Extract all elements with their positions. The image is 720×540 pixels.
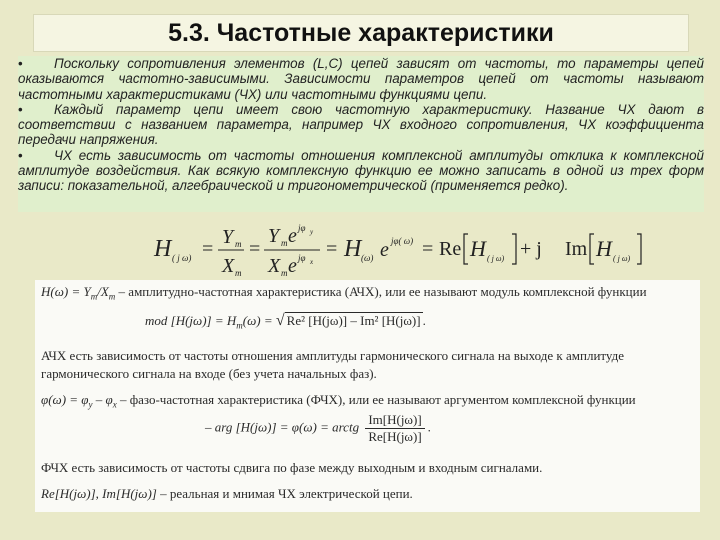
formula-x-hat: X (222, 255, 235, 277)
pfc-description: ФЧХ есть зависимость от частоты сдвига по фазе между выходным и входным сигналами. (41, 460, 543, 475)
formula-re: Re (439, 238, 462, 260)
bullet-paragraph-1 (18, 56, 704, 102)
mod-lhs: mod [H(jω)] = H (145, 313, 237, 328)
re-im-line (41, 486, 696, 502)
formula-eq-4: = (422, 238, 434, 260)
arg-dot: . (427, 419, 431, 435)
formula-eq-1: = (202, 238, 214, 260)
argument-formula (205, 412, 431, 445)
mod-sub: m (236, 320, 243, 331)
formula-exp-x-sub: x (310, 258, 314, 266)
bullet-marker: • (18, 56, 23, 71)
bullet-text: Каждый параметр цепи имеет свою частотную характеристику. Название ЧХ дают в соответствии с названием параметра, например ЧХ входного сопротивления, ЧХ коэффициента передачи напряжения. (18, 101, 704, 148)
pfc-lhs: φ(ω) = φ (41, 392, 89, 407)
formula-eq-2: = (249, 238, 261, 260)
transfer-function-formula-tail (565, 220, 705, 280)
formula-plus-j: + j (520, 238, 542, 260)
pfc-sub2: x (112, 399, 117, 410)
afc-text: – амплитудно-частотная характеристика (АЧХ), или ее называют модуль комплексной функции (118, 284, 647, 299)
formula-h-im: H (596, 236, 612, 261)
formula-e-num: e (288, 225, 297, 247)
formula-h: H (154, 236, 172, 262)
afc-description-2: гармонического сигнала на входе (без учета начальных фаз). (41, 366, 377, 381)
pfc-text: – фазо-частотная характеристика (ФЧХ), или ее называют аргументом комплексной функции (116, 392, 636, 407)
afc-lhs-sub1: m (90, 291, 98, 302)
formula-bracket-right-1 (512, 234, 516, 264)
afc-lhs-mid: /X (97, 284, 109, 299)
bullet-paragraph-3 (18, 148, 704, 194)
bullet-marker: • (18, 101, 23, 117)
arg-lhs: – arg [H(jω)] = φ(ω) = arctg (205, 419, 360, 435)
formula-e-h: e (380, 239, 389, 261)
formula-h-im-sub: ( j ω) (613, 254, 631, 263)
formula-bracket-right-2 (637, 234, 641, 264)
formula-hm: H (344, 236, 362, 262)
formula-h-re: H (470, 236, 486, 261)
intro-text-block (18, 56, 704, 212)
formula-exp-x: jφ (298, 253, 306, 263)
formula-eq-3: = (326, 238, 338, 260)
page-title: 5.3. Частотные характеристики (168, 18, 554, 47)
bullet-paragraph-2 (18, 102, 704, 148)
pfc-definition-line (41, 392, 696, 410)
mod-dot: . (422, 313, 426, 328)
afc-definition-line (41, 284, 696, 302)
mod-mid: (ω) = (242, 313, 276, 328)
afc-lhs: H(ω) = Y (41, 284, 91, 299)
formula-exp-y-sub: y (310, 228, 314, 236)
formula-h-sub: ( j ω) (172, 253, 192, 263)
formula-exp-h: jφ( ω) (391, 236, 414, 246)
title-bar (33, 14, 689, 52)
scanned-formulas-panel (35, 280, 700, 512)
afc-description-1: АЧХ есть зависимость от частоты отношения амплитуды гармонического сигнала на выходе к амплитуде (41, 348, 624, 363)
formula-bracket-left-2 (590, 234, 594, 264)
formula-y-hat: Y (222, 226, 234, 248)
pfc-mid: – φ (92, 392, 113, 407)
formula-h-re-sub: ( j ω) (487, 254, 505, 263)
formula-exp-y: jφ (298, 223, 306, 233)
arg-fraction (365, 412, 424, 445)
formula-ym-sub: m (281, 238, 288, 248)
formula-y-sub: m (235, 239, 242, 249)
modulus-formula (145, 312, 426, 331)
bullet-marker: • (18, 147, 23, 163)
re-im-lhs: Re[H(jω)], Im[H(jω)] (41, 486, 157, 501)
arg-denominator: Re[H(jω)] (368, 429, 422, 444)
bullet-text: ЧХ есть зависимость от частоты отношения комплексной амплитуды отклика к комплексной амплитуде воздействия. Как всякую комплексную функцию ее можно записать в одной из трех форм записи: показательной, алгебраической и тригонометрической (применяется редко). (18, 147, 704, 194)
formula-bracket-left-1 (464, 234, 468, 264)
formula-xm: X (268, 255, 281, 277)
pfc-sub1: y (88, 399, 93, 410)
sqrt-icon: √ (275, 312, 285, 329)
formula-ym: Y (268, 225, 280, 247)
bullet-text: Поскольку сопротивления элементов (L,C) цепей зависят от частоты, то параметры цепей оказываются частотно-зависимыми. Зависимости параметров цепей от частоты называют частотными характеристиками (ЧХ) или частотными функциями цепи. (18, 56, 704, 102)
formula-e-den: e (288, 255, 297, 277)
mod-body: Re² [H(jω)] – Im² [H(jω)] (286, 313, 421, 328)
arg-numerator: Im[H(jω)] (365, 412, 424, 429)
transfer-function-formula (150, 220, 570, 280)
formula-x-sub: m (235, 268, 242, 278)
re-im-text: – реальная и мнимая ЧХ электрической цепи. (160, 486, 413, 501)
formula-hm-sub: (ω) (361, 253, 374, 263)
formula-xm-sub: m (281, 268, 288, 278)
formula-im: Im (565, 238, 588, 260)
afc-lhs-sub2: m (108, 291, 116, 302)
